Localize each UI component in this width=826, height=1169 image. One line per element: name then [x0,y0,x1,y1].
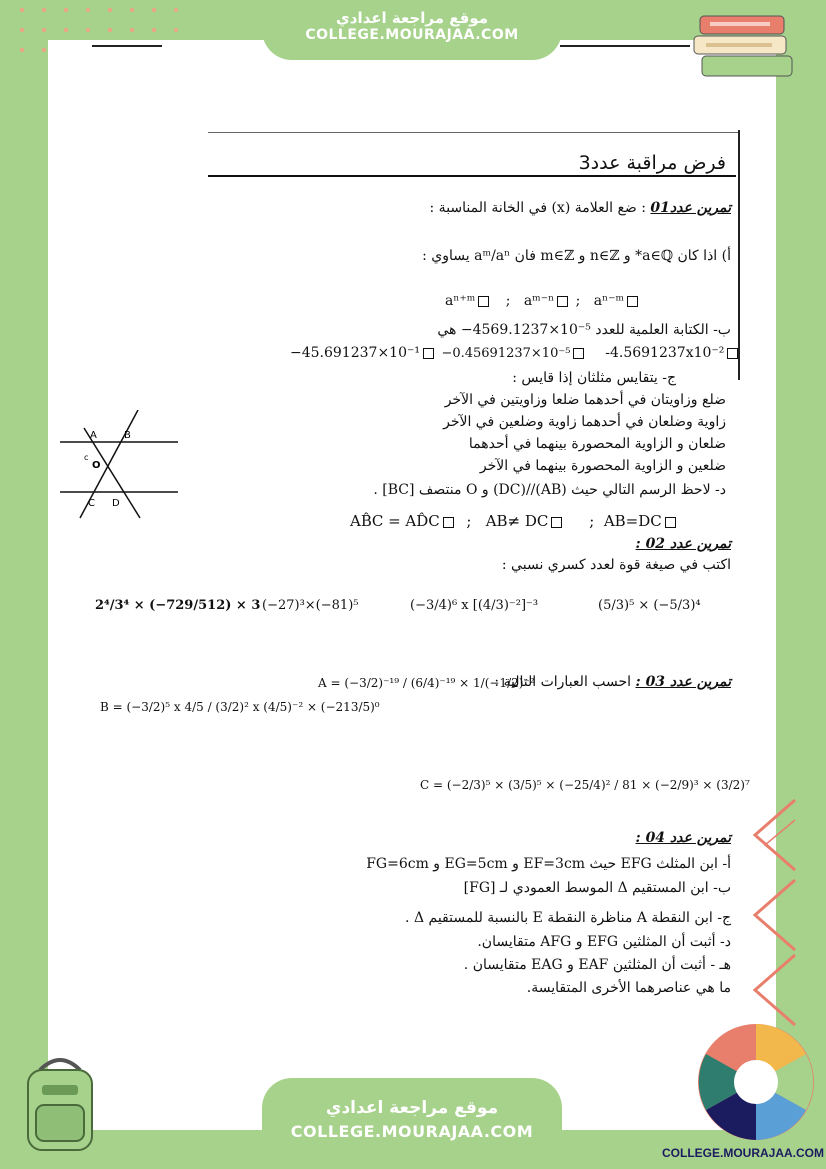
header-site-url[interactable]: COLLEGE.MOURAJAA.COM [305,27,519,43]
ex1-b-option-2: −0.45691237×10⁻⁵ [441,346,571,361]
geometry-figure [60,410,190,520]
brand-url[interactable]: COLLEGE.MOURAJAA.COM [662,1146,824,1160]
checkbox-b2[interactable] [573,348,584,359]
ex1-b-question: ب- الكتابة العلمية للعدد ‎−4569.1237×10⁻⁵‎ هي [437,322,731,338]
site-footer [262,1078,562,1169]
ex1-a-options: aⁿ⁺ᵐ ; aᵐ⁻ⁿ ; aⁿ⁻ᵐ [445,293,641,309]
ex1-b-option-1: −45.691237×10⁻¹ [290,345,420,361]
ex1-a-question: أ) اذا كان a∈ℚ* و n∈ℤ و m∈ℤ فان aᵐ/aⁿ يساوي : [422,248,731,264]
ex1-d-question: د- لاحظ الرسم التالي حيث (AB)//(DC) و O منتصف [BC] . [373,482,726,498]
ex2-expr-1: (5/3)⁵ × (−5/3)⁴ [598,598,701,613]
ex4-line-f: ما هي عناصرهما الأخرى المتقايسة. [526,980,731,996]
checkbox-b1[interactable] [423,348,434,359]
checkbox-a3[interactable] [627,296,638,307]
footer-site-name: موقع مراجعة اعدادي [325,1098,499,1118]
ex1-d-options: AB̂C = AD̂C ; AB≠ DC ; AB=DC [350,512,679,530]
chevron-decoration-icon [740,795,800,1035]
checkbox-b3[interactable] [727,348,738,359]
ex1-instruction: : ضع العلامة (x) في الخانة المناسبة : [429,200,646,216]
checkbox-d1[interactable] [443,517,454,528]
top-rule-right [560,45,690,47]
ex2-instruction: اكتب في صيغة قوة لعدد كسري نسبي : [501,557,731,573]
ex1-c-option-1: ضلع وزاويتان في أحدهما ضلعا وزاويتين في الآخر [444,392,726,408]
fig-label-O: O [92,460,101,471]
ex1-c-option-3: ضلعان و الزاوية المحصورة بينهما في أحدهما [468,436,726,452]
ex1-a-option-2: aᵐ⁻ⁿ [523,293,555,309]
fig-label-c: c [84,453,89,462]
ex4-line-b: ب- ابن المستقيم Δ الموسط العمودي لـ [FG] [463,880,731,896]
checkbox-a1[interactable] [478,296,489,307]
ex2-heading: تمرين عدد 02 : [635,536,731,552]
ex1-d-option-1: AB̂C = AD̂C [350,512,440,530]
fig-label-C: C [88,498,95,509]
top-rule-left [92,45,162,47]
ex3-expression-A: A = (−3/2)⁻¹⁹ / (6/4)⁻¹⁹ × 1/(−1/2)⁻² [318,676,535,690]
ex3-expression-C: C = (−2/3)⁵ × (3/5)⁵ × (−25/4)² / 81 × (−2/9)³ × (3/2)⁷ [420,778,750,792]
ex2-expr-2: (−3/4)⁶ x [(4/3)⁻²]⁻³ [410,598,539,613]
ex1-d-option-3: AB=DC [603,512,662,530]
ex1-a-option-3: aⁿ⁻ᵐ [593,293,625,309]
ex3-instruction: احسب العبارات التالية : [494,674,632,690]
ex2-expr-3: (−27)³×(−81)⁵ [262,598,359,613]
ex4-heading: تمرين عدد 04 : [635,830,731,846]
checkbox-a2[interactable] [557,296,568,307]
ex1-c-question: ج- يتقايس مثلثان إذا قايس : [512,370,676,386]
ex4-line-e: هـ - أثبت أن المثلثين EAF و EAG متقايسان . [463,957,731,973]
footer-site-url[interactable]: COLLEGE.MOURAJAA.COM [290,1122,534,1141]
ex1-line [430,200,731,216]
ex4-line-c: ج- ابن النقطة A مناظرة النقطة E بالنسبة للمستقيم Δ . [405,910,731,926]
ex1-b-option-3: -4.5691237x10⁻² [605,345,725,361]
fig-label-B: B [124,430,131,441]
fig-label-A: A [90,430,97,441]
books-icon [690,10,800,90]
ex3-expression-B: B = (−3/2)⁵ x 4/5 / (3/2)² x (4/5)⁻² × (−213/5)⁰ [100,700,380,714]
ex4-line-a: أ- ابن المثلث EFG حيث EF=3cm و EG=5cm و FG=6cm [366,856,731,872]
fig-label-D: D [112,498,120,509]
ex1-b-options [290,345,741,361]
ex1-a-option-1: aⁿ⁺ᵐ [445,293,476,309]
title-underline [208,175,736,177]
ex1-heading: تمرين عدد01 [650,200,731,216]
ex1-c-option-2: زاوية وضلعان في أحدهما زاوية وضلعين في الآخر [443,414,726,430]
header-site-name: موقع مراجعة اعدادي [336,9,488,27]
ex3-heading: تمرين عدد 03 : [635,674,731,690]
backpack-icon [20,1055,100,1155]
page-vertical-rule [738,130,740,380]
ex2-expr-4: 2⁴/3⁴ × (−729/512) × 3 [95,598,261,613]
subjects-wheel-icon [696,1022,816,1142]
ex1-d-option-2: AB≠ DC [485,512,549,530]
page-top-rule [208,132,738,133]
page-title: فرض مراقبة عدد3 [578,152,726,174]
ex4-line-d: د- أثبت أن المثلثين EFG و AFG متقايسان. [477,934,731,950]
site-header [262,0,562,60]
checkbox-d3[interactable] [665,517,676,528]
ex1-c-option-4: ضلعين و الزاوية المحصورة بينهما في الآخر [479,458,726,474]
checkbox-d2[interactable] [551,517,562,528]
